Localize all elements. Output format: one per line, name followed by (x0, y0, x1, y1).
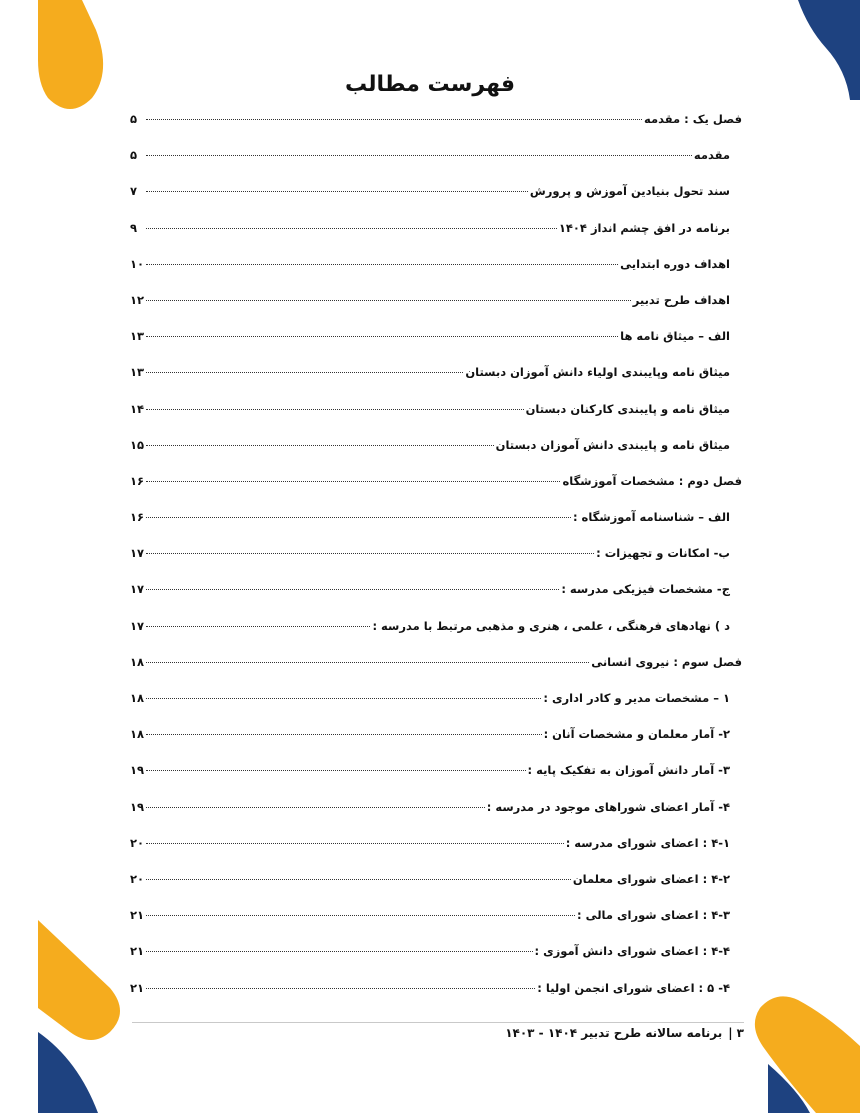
toc-dot-leader (146, 517, 571, 518)
toc-entry-label: د ) نهادهای فرهنگی ، علمی ، هنری و مذهبی مرتبط با مدرسه : (372, 618, 730, 633)
bottom-left-blue-shape (38, 1032, 98, 1113)
toc-entry[interactable] (130, 872, 742, 908)
toc-dot-leader (146, 481, 560, 482)
toc-dot-leader (146, 951, 532, 952)
toc-entry[interactable] (130, 438, 742, 474)
toc-entry[interactable] (130, 727, 742, 763)
toc-dot-leader (146, 662, 589, 663)
toc-entry-label: ۴-۳ : اعضای شورای مالی : (576, 908, 730, 923)
toc-entry-label: ۴-۴ : اعضای شورای دانش آموزی : (534, 944, 730, 959)
top-left-yellow-shape (0, 0, 130, 130)
toc-entry-page: ۱۶ (130, 473, 145, 488)
toc-dot-leader (146, 589, 559, 590)
toc-entry[interactable] (130, 944, 742, 980)
toc-entry-label: فصل دوم : مشخصات آموزشگاه (562, 473, 742, 488)
toc-entry-page: ۷ (130, 184, 138, 199)
toc-entry-page: ۱۲ (130, 292, 145, 307)
toc-entry-label: فصل یک : مقدمه (644, 112, 742, 126)
toc-dot-leader (146, 372, 463, 373)
toc-dot-leader (146, 915, 575, 916)
toc-dot-leader (146, 264, 618, 265)
footer-page-number: ۳ (736, 1026, 744, 1040)
toc-entry-page: ۱۴ (130, 401, 145, 416)
toc-dot-leader (146, 626, 370, 627)
toc-entry-page: ۵ (130, 112, 138, 126)
toc-entry-page: ۹ (130, 220, 138, 235)
toc-dot-leader (146, 119, 642, 120)
footer-separator: | (728, 1026, 733, 1040)
page-title: فهرست مطالب (344, 72, 516, 97)
toc-entry[interactable] (130, 981, 742, 1017)
toc-entry[interactable] (130, 148, 742, 184)
toc-entry[interactable] (130, 763, 742, 799)
toc-entry-label: اهداف طرح تدبیر (632, 292, 730, 307)
toc-entry-page: ۱۷ (130, 618, 145, 633)
toc-dot-leader (146, 336, 618, 337)
footer-divider (132, 1022, 744, 1023)
toc-entry[interactable] (130, 510, 742, 546)
toc-dot-leader (146, 445, 494, 446)
toc-entry-page: ۱۳ (130, 329, 145, 344)
toc-entry-page: ۲۱ (130, 908, 145, 923)
toc-entry-label: فصل سوم : نیروی انسانی (591, 654, 742, 669)
toc-entry-label: الف – میثاق نامه ها (620, 329, 730, 344)
toc-entry-label: ۴- آمار اعضای شوراهای موجود در مدرسه : (486, 799, 730, 814)
toc-entry-page: ۱۹ (130, 799, 145, 814)
toc-dot-leader (146, 409, 524, 410)
toc-entry[interactable] (130, 184, 742, 220)
toc-dot-leader (146, 191, 528, 192)
toc-entry-page: ۱۹ (130, 763, 145, 778)
toc-entry-label: ب- امکانات و تجهیزات : (596, 546, 730, 561)
toc-entry-page: ۲۰ (130, 871, 145, 886)
toc-entry-page: ۱۸ (130, 691, 145, 705)
toc-entry[interactable] (130, 293, 742, 329)
toc-entry-page: ۱۳ (130, 365, 145, 380)
toc-entry[interactable] (130, 257, 742, 293)
toc-dot-leader (146, 698, 541, 699)
toc-dot-leader (146, 988, 535, 989)
toc-entry-label: مقدمه (693, 148, 730, 163)
toc-entry[interactable] (130, 329, 742, 365)
toc-entry-label: سند تحول بنیادین آموزش و پرورش (529, 184, 730, 199)
toc-entry-label: الف – شناسنامه آموزشگاه : (572, 510, 730, 525)
toc-entry-page: ۲۰ (130, 835, 145, 850)
toc-dot-leader (146, 770, 525, 771)
bottom-left-shapes (0, 920, 140, 1113)
footer-text: برنامه سالانه طرح تدبیر ۱۴۰۴ - ۱۴۰۳ (505, 1026, 723, 1040)
toc-entry[interactable] (130, 221, 742, 257)
toc-entry-page: ۱۶ (130, 510, 145, 525)
toc-dot-leader (146, 734, 542, 735)
table-of-contents (130, 112, 742, 1017)
bottom-right-shapes (740, 990, 860, 1113)
toc-dot-leader (146, 228, 557, 229)
toc-entry[interactable] (130, 546, 742, 582)
toc-entry-label: ۲- آمار معلمان و مشخصات آنان : (543, 727, 730, 742)
toc-entry-label: ۴-۲ : اعضای شورای معلمان (572, 871, 730, 886)
toc-entry-label: ۴- ۵ : اعضای شورای انجمن اولیا : (537, 980, 730, 995)
toc-entry-label: ۱ – مشخصات مدیر و کادر اداری : (543, 691, 730, 705)
toc-entry[interactable] (130, 365, 742, 401)
toc-dot-leader (146, 553, 594, 554)
toc-entry[interactable] (130, 800, 742, 836)
toc-entry[interactable] (130, 582, 742, 618)
toc-entry-label: میثاق نامه و پایبندی کارکنان دبستان (525, 401, 730, 416)
toc-entry[interactable] (130, 908, 742, 944)
toc-entry[interactable] (130, 655, 742, 691)
toc-entry[interactable] (130, 836, 742, 872)
toc-entry-page: ۵ (130, 148, 138, 163)
toc-entry-label: ج- مشخصات فیزیکی مدرسه : (561, 582, 730, 597)
toc-entry-page: ۲۱ (130, 980, 145, 995)
toc-dot-leader (146, 155, 692, 156)
toc-entry-label: میثاق نامه وپایبندی اولیاء دانش آموزان دبستان (465, 365, 730, 380)
toc-entry-label: اهداف دوره ابتدایی (620, 256, 730, 271)
bottom-left-yellow-shape (38, 920, 120, 1040)
toc-dot-leader (146, 843, 564, 844)
toc-entry[interactable] (130, 402, 742, 438)
toc-dot-leader (146, 879, 571, 880)
toc-dot-leader (146, 300, 631, 301)
toc-entry-page: ۲۱ (130, 944, 145, 959)
toc-entry-label: برنامه در افق چشم انداز ۱۴۰۴ (558, 220, 730, 235)
toc-entry-label: ۳- آمار دانش آموزان به تفکیک پایه : (527, 763, 730, 778)
page-footer (132, 1026, 744, 1040)
toc-entry[interactable] (130, 619, 742, 655)
toc-entry[interactable] (130, 112, 742, 148)
toc-entry-label: میثاق نامه و پایبندی دانش آموزان دبستان (495, 437, 730, 452)
toc-entry-page: ۱۸ (130, 727, 145, 742)
toc-entry-page: ۱۷ (130, 582, 145, 597)
toc-entry[interactable] (130, 691, 742, 727)
toc-entry-page: ۱۰ (130, 256, 145, 271)
toc-dot-leader (146, 807, 485, 808)
toc-entry-page: ۱۷ (130, 546, 145, 561)
toc-entry-page: ۱۸ (130, 654, 145, 669)
toc-entry[interactable] (130, 474, 742, 510)
toc-entry-page: ۱۵ (130, 437, 145, 452)
toc-entry-label: ۴-۱ : اعضای شورای مدرسه : (565, 835, 730, 850)
